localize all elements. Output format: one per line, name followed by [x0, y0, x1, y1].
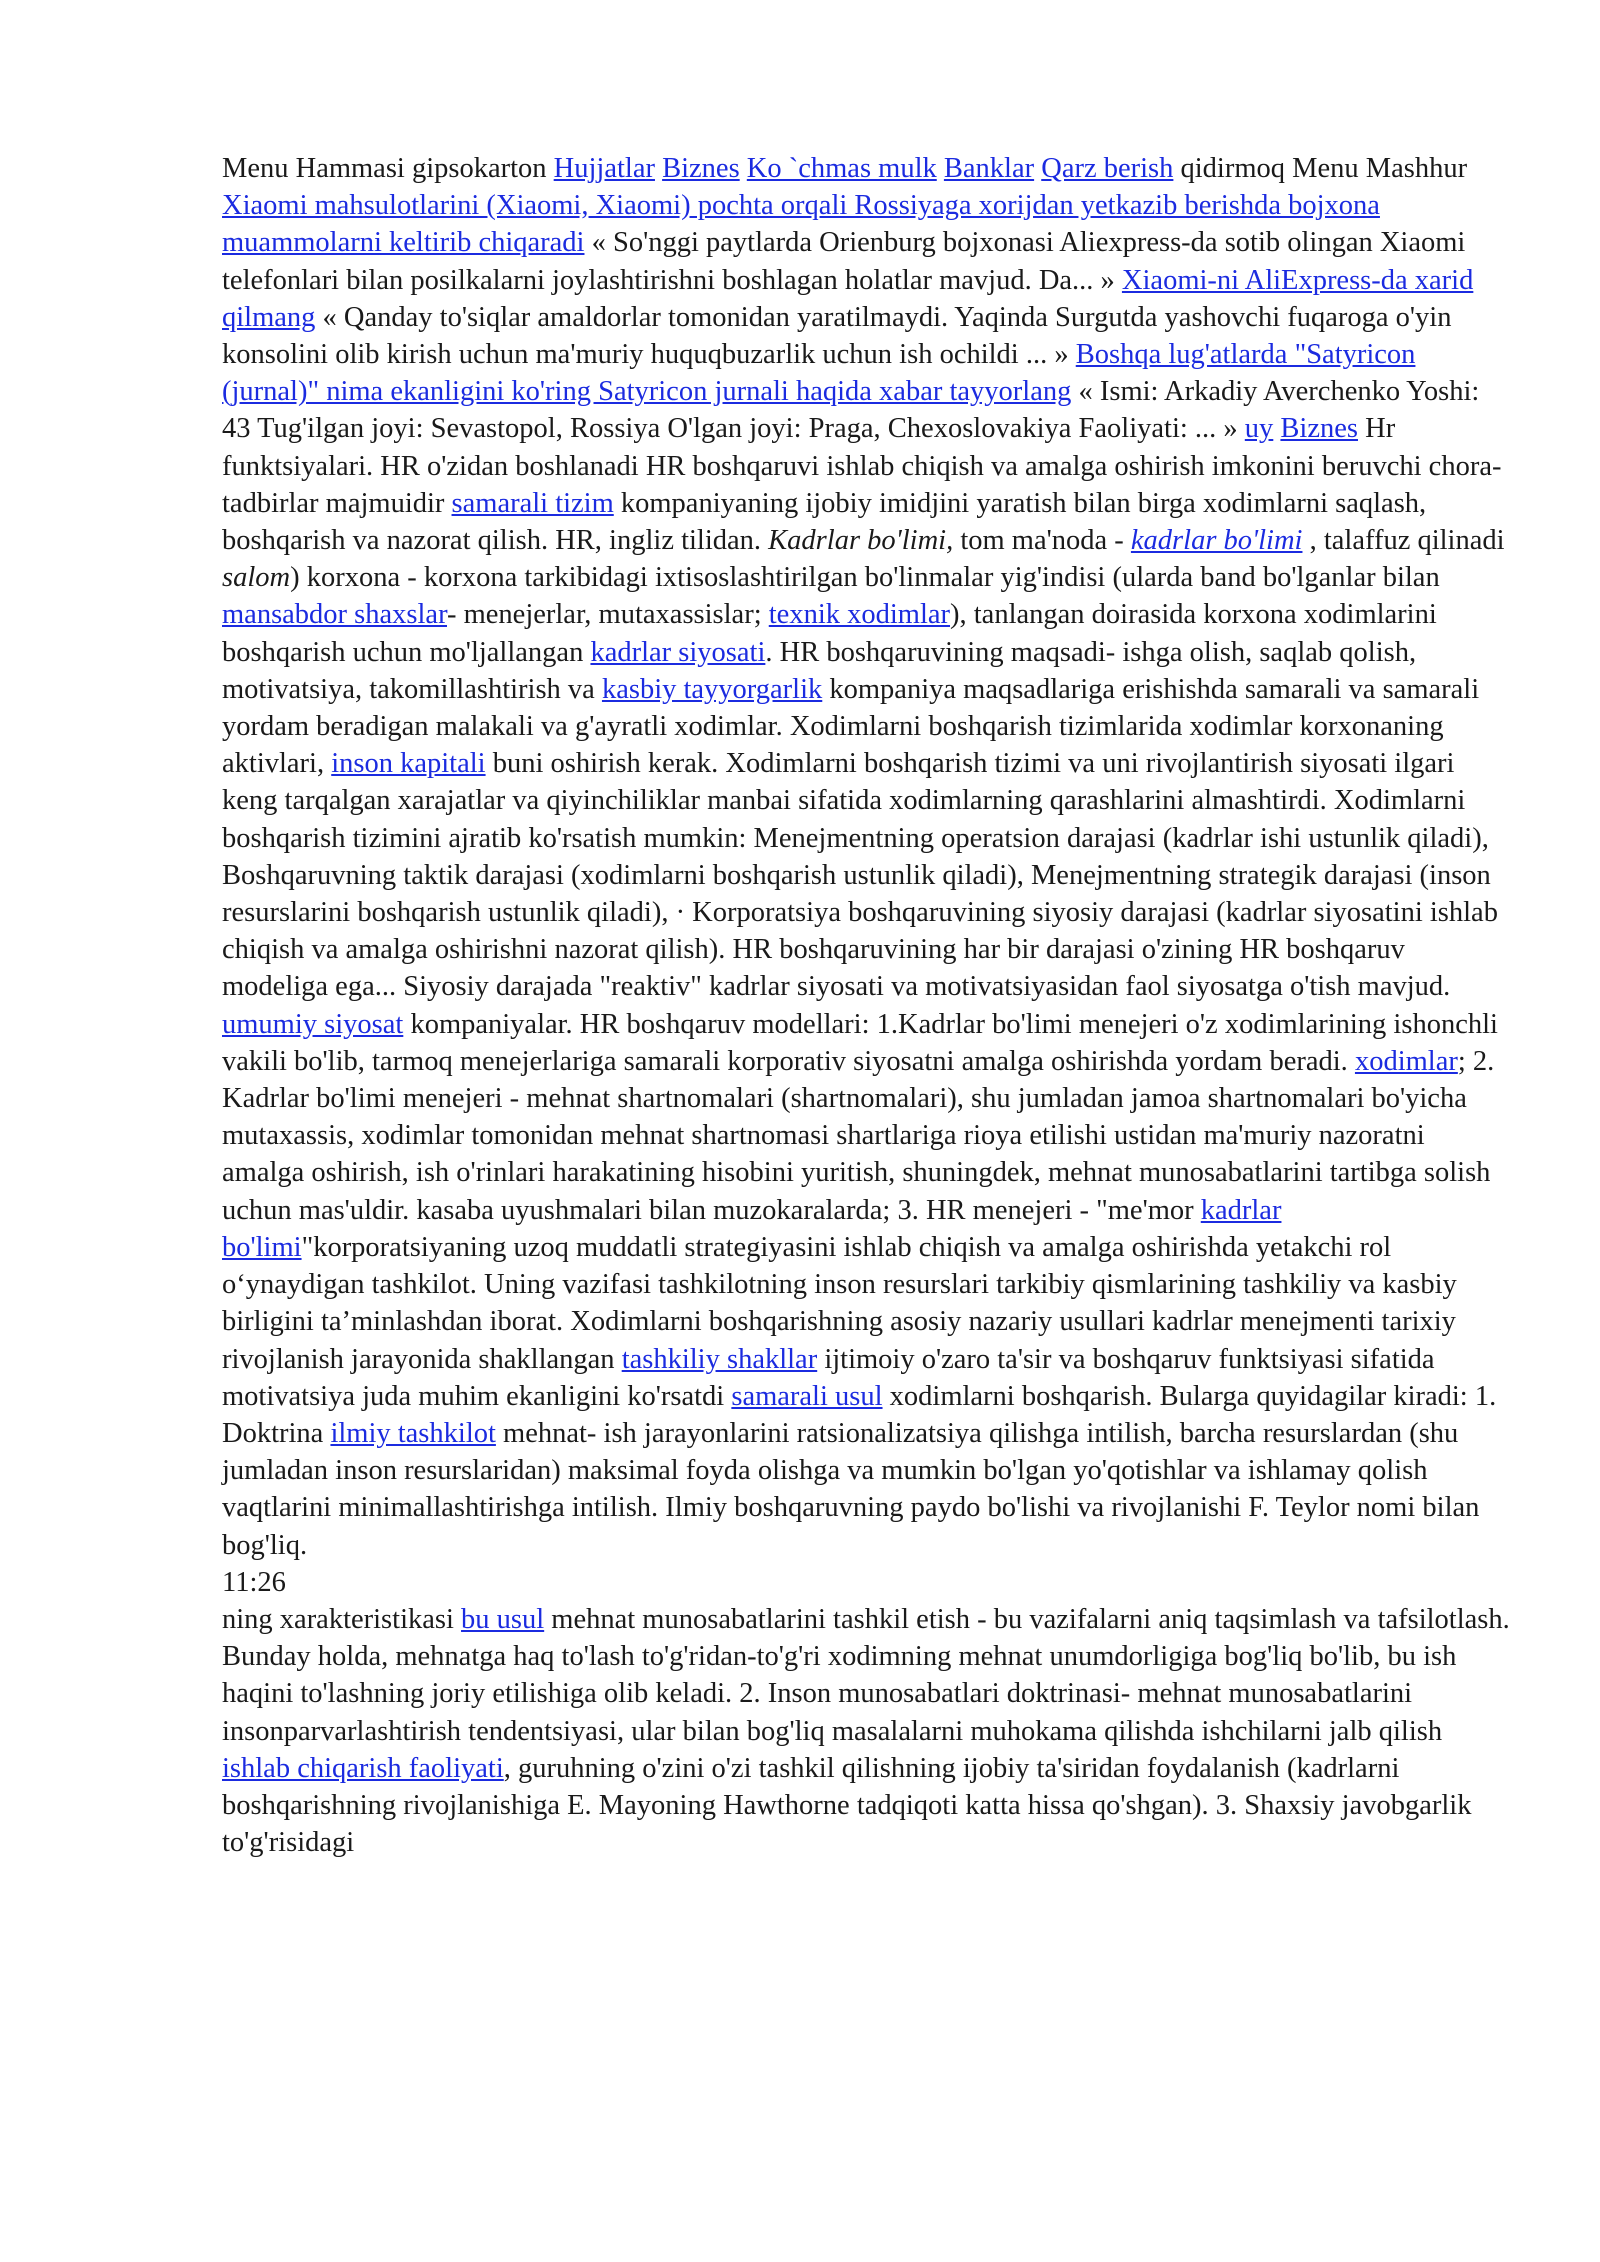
inline-link[interactable]: kadrlar bo'limi — [222, 1194, 1282, 1263]
inline-link[interactable]: kadrlar siyosati — [590, 636, 766, 668]
body-text: "korporatsiyaning uzoq muddatli strategiyasini ishlab chiqish va amalga oshirishda yetakchi rol o‘ynaydigan tashkilot. Uning vazifasi tashkilotning inson resurslari tarkibiy qismlarining tashkiliy va kasbiy birligini ta’minlashdan iborat. Xodimlarni boshqarishning asosiy nazariy usullari kadrlar menejmenti tarixiy rivojlanish jarayonida shakllangan — [222, 1231, 1457, 1375]
body-text: ning xarakteristikasi — [222, 1603, 462, 1635]
inline-link[interactable]: Xiaomi-ni AliExpress-da xarid qilmang — [222, 264, 1474, 333]
body-text: . HR boshqaruvining maqsadi- ishga olish, saqlab qolish, motivatsiya, takomillashtirish va — [222, 636, 1417, 705]
inline-link-italic[interactable]: kadrlar bo'limi — [1130, 525, 1303, 557]
inline-link[interactable]: ilmiy tashkilot — [330, 1417, 496, 1449]
body-text: xodimlarni boshqarish. Bularga quyidagilar kiradi: 1. Doktrina — [222, 1380, 1497, 1449]
body-text: , guruhning o'zini o'zi tashkil qilishning ijobiy ta'siridan foydalanish (kadrlarni boshqarishning rivojlanishiga E. Mayoning Hawthorne tadqiqoti katta hissa qo'shgan). 3. Shaxsiy javobgarlik to'g'risidagi — [222, 1752, 1472, 1859]
body-text: « Qanday to'siqlar amaldorlar tomonidan yaratilmaydi. Yaqinda Surgutda yashovchi fuqaroga o'yin konsolini olib kirish uchun ma'muriy huquqbuzarlik uchun ish ochildi ... » — [222, 301, 1452, 371]
inline-link[interactable]: umumiy siyosat — [222, 1008, 404, 1040]
italic-text: Kadrlar bo'limi, — [768, 525, 954, 557]
inline-link[interactable]: bu usul — [461, 1603, 545, 1635]
body-text: Hr funktsiyalari. HR o'zidan boshlanadi HR boshqaruvi ishlab chiqish va amalga oshirish imkonini beruvchi chora-tadbirlar majmuidir — [222, 413, 1502, 519]
inline-link[interactable]: Boshqa lug'atlarda "Satyricon (jurnal)" nima ekanligini ko'ring Satyricon jurnali haqida xabar tayyorlang — [222, 339, 1416, 408]
body-text: ijtimoiy o'zaro ta'sir va boshqaruv funktsiyasi sifatida motivatsiya juda muhim ekanligini ko'rsatdi — [222, 1343, 1435, 1412]
body-text: mehnat munosabatlarini tashkil etish - bu vazifalarni aniq taqsimlash va tafsilotlash. Bunday holda, mehnatga haq to'lash to'g'ridan-to'g'ri xodimning mehnat unumdorligiga bog'liq bo'lib, bu ish haqini to'lashning joriy etilishiga olib keladi. 2. Inson munosabatlari doktrinasi- mehnat munosabatlarini insonparvarlashtirish tendentsiyasi, ular bilan bog'liq masalalarni muhokama qilishda ishchilarni jalb qilish — [222, 1603, 1510, 1747]
inline-link[interactable]: kasbiy tayyorgarlik — [601, 673, 823, 705]
italic-text: salom — [222, 562, 291, 594]
inline-link[interactable]: Biznes — [662, 153, 740, 184]
body-text: - menejerlar, mutaxassislar; — [447, 599, 769, 631]
inline-link[interactable]: mansabdor shaxslar — [222, 599, 447, 631]
body-text: kompaniya maqsadlariga erishishda samarali va samarali yordam beradigan malakali va g'ayratli xodimlar. Xodimlarni boshqarish tizimlarida xodimlar korxonaning aktivlari, — [222, 673, 1480, 780]
body-text: mehnat- ish jarayonlarini ratsionalizatsiya qilishga intilish, barcha resurslardan (shu jumladan inson resurslaridan) maksimal foyda olishga va mumkin bo'lgan yo'qotishlar va ishlamay qolish vaqtlarini minimallashtirishga intilish. Ilmiy boshqaruvning paydo bo'lishi va rivojlanishi F. Teylor nomi bilan bog'liq. — [222, 1417, 1480, 1561]
inline-link[interactable]: Ko `chmas mulk — [746, 153, 937, 184]
inline-link[interactable]: inson kapitali — [331, 748, 486, 780]
body-text: qidirmoq Menu Mashhur — [1173, 153, 1468, 184]
inline-link[interactable]: xodimlar — [1354, 1045, 1458, 1077]
body-text — [937, 153, 944, 184]
inline-link[interactable]: uy — [1244, 413, 1274, 445]
inline-link[interactable]: tashkiliy shakllar — [621, 1343, 818, 1375]
body-text: kompaniyaning ijobiy imidjini yaratish bilan birga xodimlarni saqlash, boshqarish va nazorat qilish. HR, ingliz tilidan. — [222, 487, 1427, 557]
inline-link[interactable]: samarali tizim — [451, 487, 614, 519]
inline-link[interactable]: Qarz berish — [1041, 153, 1174, 184]
inline-link[interactable]: ishlab chiqarish faoliyati — [222, 1752, 504, 1784]
document-page — [222, 150, 1512, 1861]
inline-link[interactable]: Hujjatlar — [553, 153, 655, 184]
inline-link[interactable]: Banklar — [943, 153, 1035, 184]
inline-link[interactable]: samarali usul — [731, 1380, 883, 1412]
body-text: tom ma'noda - — [953, 525, 1131, 557]
body-text: « Ismi: Arkadiy Averchenko Yoshi: 43 Tug'ilgan joyi: Sevastopol, Rossiya O'lgan joyi: Praga, Chexoslovakiya Faoliyati: ... » — [222, 376, 1480, 445]
body-text: Menu Hammasi gipsokarton — [222, 153, 554, 184]
body-text: « So'nggi paytlarda Orienburg bojxonasi Aliexpress-da sotib olingan Xiaomi telefonlari bilan posilkalarni joylashtirishni boshlagan holatlar mavjud. Da... » — [222, 227, 1466, 296]
body-text — [740, 153, 747, 184]
inline-link[interactable]: Xiaomi mahsulotlarini (Xiaomi, Xiaomi) pochta orqali Rossiyaga xorijdan yetkazib berishda bojxona muammolarni keltirib chiqaradi — [222, 190, 1380, 259]
inline-link[interactable]: Biznes — [1280, 413, 1358, 445]
body-text: , talaffuz qilinadi — [1302, 525, 1505, 557]
document-body-text — [222, 150, 1512, 1861]
body-text: kompaniyalar. HR boshqaruv modellari: 1.Kadrlar bo'limi menejeri o'z xodimlarining ishonchli vakili bo'lib, tarmoq menejerlariga samarali korporativ siyosatni amalga oshirishda yordam beradi. — [222, 1008, 1498, 1077]
body-text: buni oshirish kerak. Xodimlarni boshqarish tizimi va uni rivojlantirish siyosati ilgari keng tarqalgan xarajatlar va qiyinchiliklar manbai sifatida xodimlarning qarashlarini almashtirdi. Xodimlarni boshqarish tizimini ajratib ko'rsatish mumkin: Menejmentning operatsion darajasi (kadrlar ishi ustunlik qiladi), Boshqaruvning taktik darajasi (xodimlarni boshqarish ustunlik qiladi), Menejmentning strategik darajasi (inson resurslarini boshqarish ustunlik qiladi), · Korporatsiya boshqaruvining siyosiy darajasi (kadrlar siyosatini ishlab chiqish va amalga oshirishni nazorat qilish). HR boshqaruvining har bir darajasi o'zining HR boshqaruv modeliga ega... Siyosiy darajada "reaktiv" kadrlar siyosati va motivatsiyasidan faol siyosatga o'tish mavjud. — [222, 748, 1498, 1003]
inline-link[interactable]: texnik xodimlar — [768, 599, 951, 631]
body-text: ; 2. Kadrlar bo'limi menejeri - mehnat shartnomalari (shartnomalari), shu jumladan jamoa shartnomalari bo'yicha mutaxassis, xodimlar tomonidan mehnat shartnomasi shartlariga rioya etilishi ustidan ma'muriy nazoratni amalga oshirish, ish o'rinlari harakatining hisobini yuritish, shuningdek, mehnat munosabatlarini tartibga solish uchun mas'uldir. kasaba uyushmalari bilan muzokaralarda; 3. HR menejeri - "me'mor — [222, 1045, 1495, 1226]
body-text: ), tanlangan doirasida korxona xodimlarini boshqarish uchun mo'ljallangan — [222, 599, 1437, 668]
body-text: 11:26 — [222, 1566, 286, 1598]
body-text: ) korxona - korxona tarkibidagi ixtisoslashtirilgan bo'linmalar yig'indisi (ularda band bo'lganlar bilan — [290, 562, 1440, 594]
